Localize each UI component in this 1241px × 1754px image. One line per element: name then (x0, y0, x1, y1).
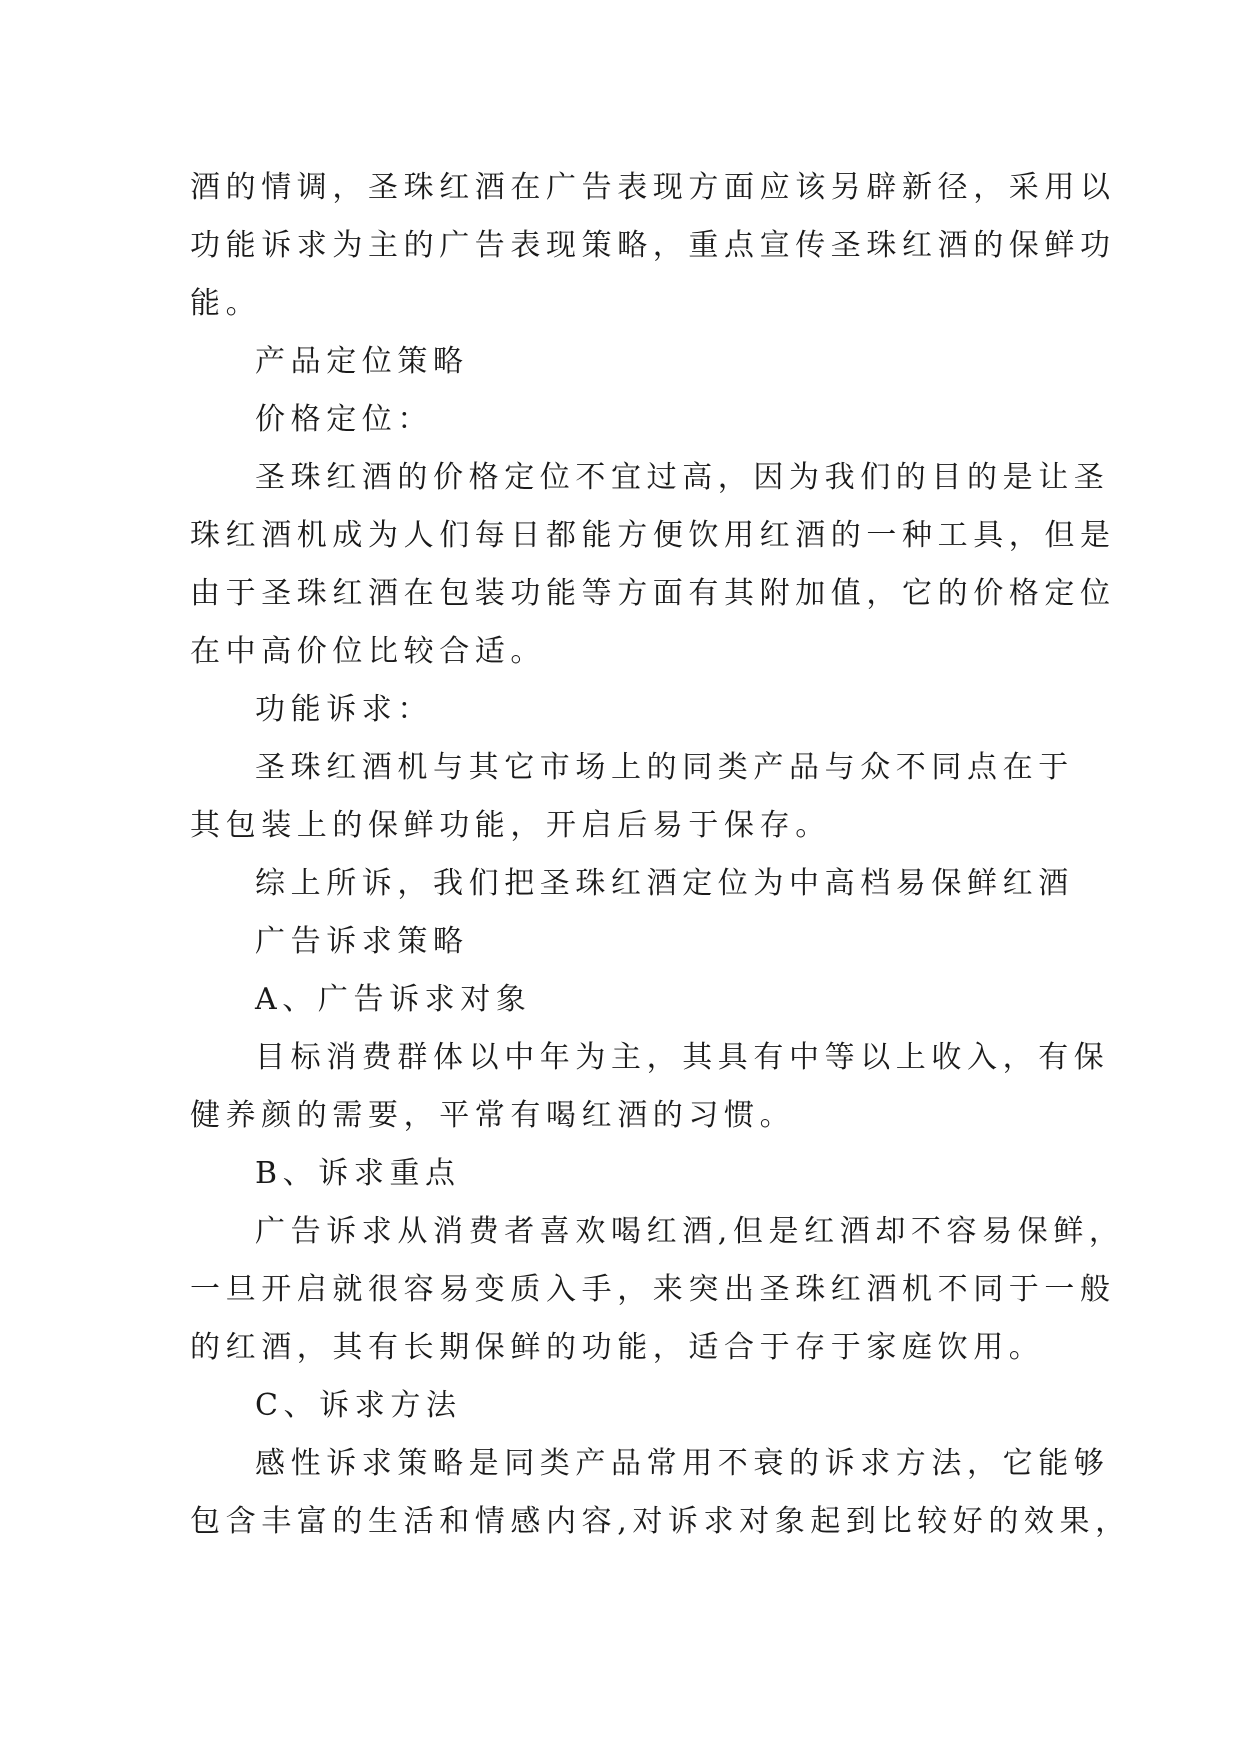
text-line: 的红酒，其有长期保鲜的功能，适合于存于家庭饮用。 (190, 1330, 1045, 1365)
subsection-heading: 价格定位： (255, 402, 433, 437)
text-line: 感性诉求策略是同类产品常用不衰的诉求方法，它能够 (255, 1446, 1110, 1481)
text-line: 由于圣珠红酒在包装功能等方面有其附加值，它的价格定位 (190, 576, 1116, 611)
text-line: 在中高价位比较合适。 (190, 634, 546, 669)
text-line: 综上所诉，我们把圣珠红酒定位为中高档易保鲜红酒 (255, 866, 1074, 901)
text-line: 功能诉求为主的广告表现策略，重点宣传圣珠红酒的保鲜功 (190, 228, 1116, 263)
text-line: 珠红酒机成为人们每日都能方便饮用红酒的一种工具，但是 (190, 518, 1116, 553)
text-line: 包含丰富的生活和情感内容,对诉求对象起到比较好的效果， (190, 1504, 1131, 1539)
subsection-heading: A、广告诉求对象 (255, 982, 532, 1017)
text-line: 其包装上的保鲜功能，开启后易于保存。 (190, 808, 831, 843)
text-line: 健养颜的需要，平常有喝红酒的习惯。 (190, 1098, 796, 1133)
text-line: 能。 (190, 286, 262, 321)
section-heading: 广告诉求策略 (255, 924, 469, 959)
text-line: 一旦开启就很容易变质入手，来突出圣珠红酒机不同于一般 (190, 1272, 1116, 1307)
section-heading: 产品定位策略 (255, 344, 469, 379)
subsection-heading: B、诉求重点 (255, 1156, 461, 1191)
text-line: 圣珠红酒机与其它市场上的同类产品与众不同点在于 (255, 750, 1074, 785)
text-line: 圣珠红酒的价格定位不宜过高，因为我们的目的是让圣 (255, 460, 1110, 495)
text-line: 目标消费群体以中年为主，其具有中等以上收入，有保 (255, 1040, 1110, 1075)
text-line: 酒的情调，圣珠红酒在广告表现方面应该另辟新径，采用以 (190, 170, 1116, 205)
subsection-heading: C、诉求方法 (255, 1388, 462, 1423)
subsection-heading: 功能诉求： (255, 692, 433, 727)
text-line: 广告诉求从消费者喜欢喝红酒,但是红酒却不容易保鲜， (255, 1214, 1125, 1249)
